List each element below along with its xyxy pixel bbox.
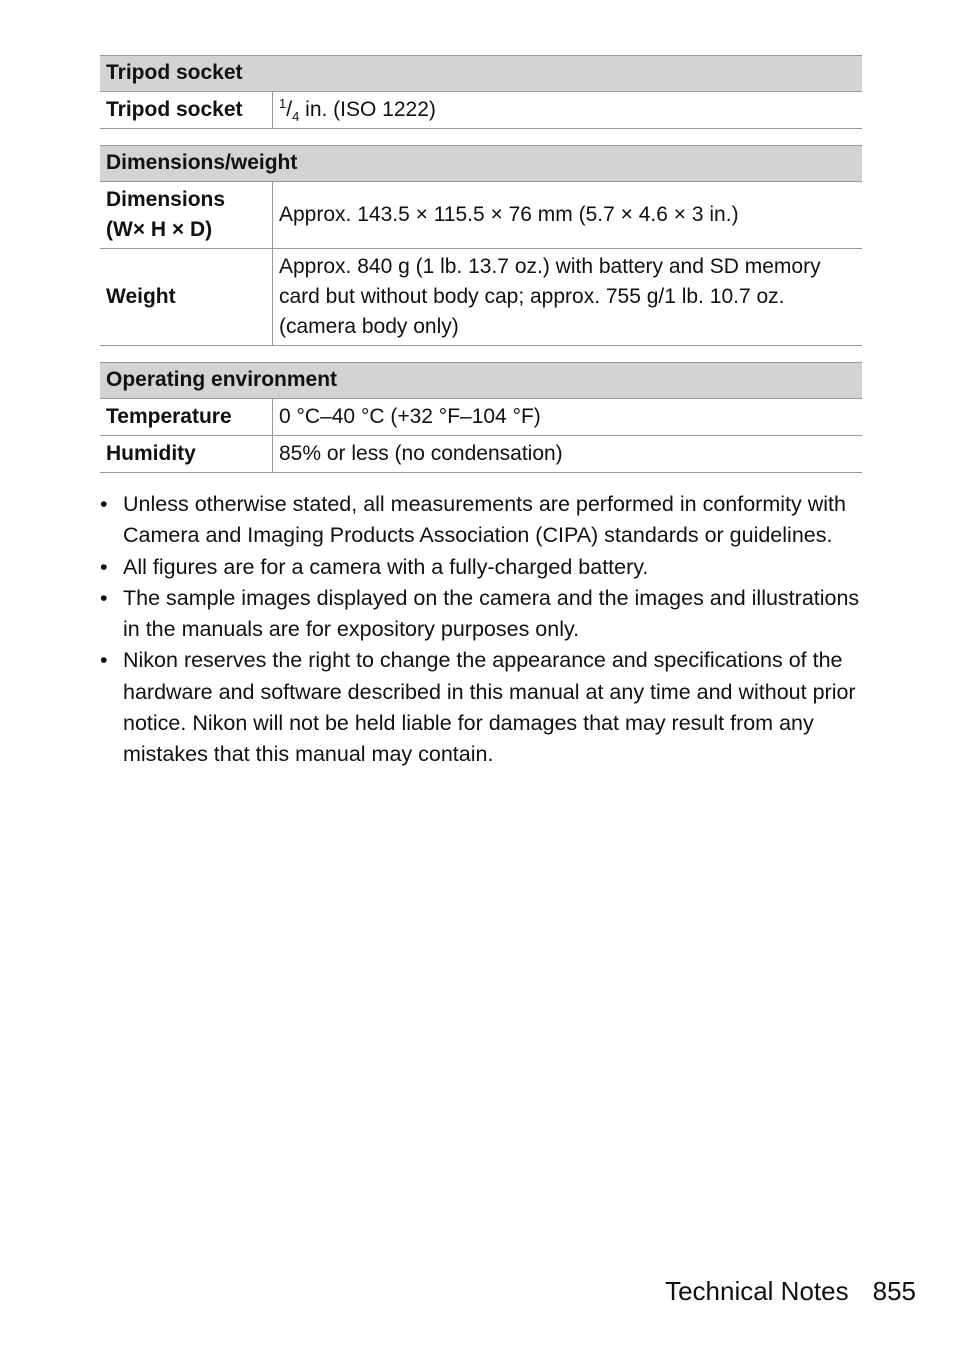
fraction-denominator: 4 — [292, 109, 300, 125]
list-item: • All figures are for a camera with a fully-charged battery. — [100, 552, 862, 583]
table-row — [100, 436, 862, 473]
section-heading: Operating environment — [100, 363, 862, 399]
label-line: Dimensions — [106, 188, 226, 211]
row-value — [273, 92, 863, 129]
table-row — [100, 399, 862, 436]
row-label — [100, 182, 273, 249]
row-label: Weight — [100, 249, 273, 346]
table-row — [100, 182, 862, 249]
list-item: • Nikon reserves the right to change the appearance and specifications of the hardware and software described in this manual at any time and without prior notice. Nikon will not be held liable for damages that may result from any mistakes that this manual may contain. — [100, 645, 862, 770]
row-label: Humidity — [100, 436, 273, 473]
list-item: • The sample images displayed on the camera and the images and illustrations in the manuals are for expository purposes only. — [100, 583, 862, 646]
spec-page — [100, 55, 862, 771]
fraction-numerator: 1 — [279, 96, 287, 111]
notes-list — [100, 489, 862, 771]
row-label: Tripod socket — [100, 92, 273, 129]
value-text: in. (ISO 1222) — [299, 98, 436, 121]
list-item: • Unless otherwise stated, all measurements are performed in conformity with Camera and Imaging Products Association (CIPA) standards or guidelines. — [100, 489, 862, 552]
tripod-socket-table — [100, 55, 862, 129]
dimensions-weight-table — [100, 145, 862, 346]
page-footer — [665, 1276, 916, 1307]
page-number: 855 — [872, 1276, 916, 1306]
row-value: 0 °C–40 °C (+32 °F–104 °F) — [273, 399, 863, 436]
table-row — [100, 92, 862, 129]
row-value: 85% or less (no condensation) — [273, 436, 863, 473]
table-row — [100, 249, 862, 346]
operating-environment-table — [100, 362, 862, 473]
row-value: Approx. 840 g (1 lb. 13.7 oz.) with battery and SD memory card but without body cap; approx. 755 g/1 lb. 10.7 oz. (camera body only) — [273, 249, 863, 346]
fraction-slash: / — [286, 98, 293, 121]
label-line: (W× H × D) — [106, 218, 213, 241]
row-value: Approx. 143.5 × 115.5 × 76 mm (5.7 × 4.6 × 3 in.) — [273, 182, 863, 249]
section-heading: Tripod socket — [100, 56, 862, 92]
footer-section-title: Technical Notes — [665, 1276, 849, 1306]
row-label: Temperature — [100, 399, 273, 436]
section-heading: Dimensions/weight — [100, 146, 862, 182]
